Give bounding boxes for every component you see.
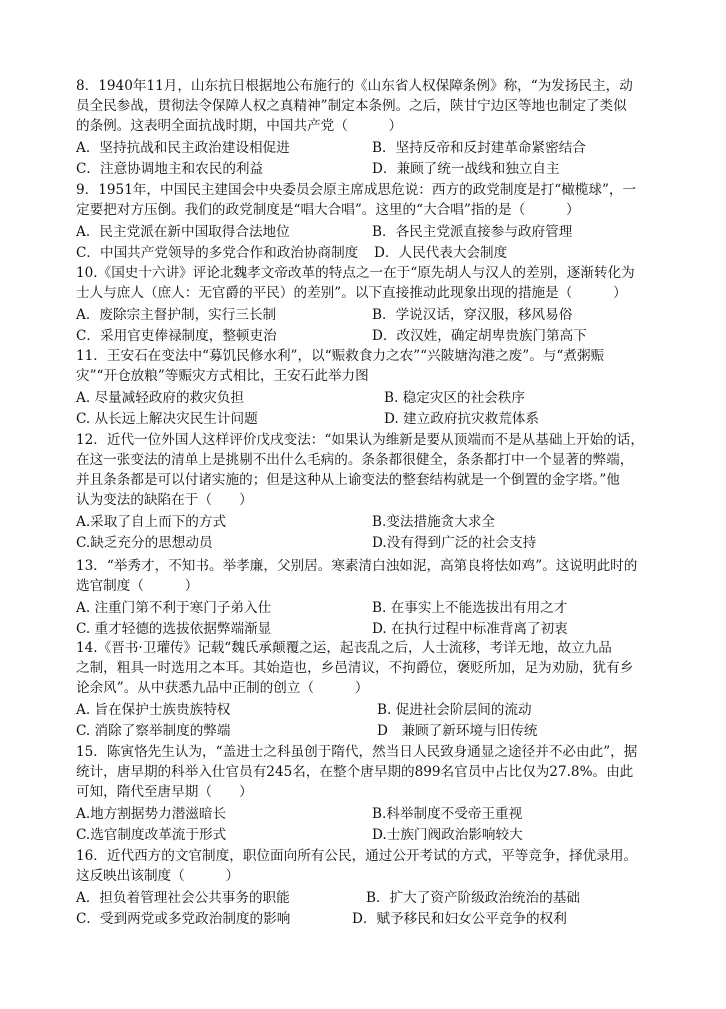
question-9-option-b: B．各民主党派直接参与政府管理 bbox=[372, 224, 573, 240]
question-15-option-c: C.选官制度改革流于形式 bbox=[76, 827, 227, 843]
question-12-option-d: D.没有得到广泛的社会支持 bbox=[372, 535, 537, 551]
question-14-option-d: D 兼顾了新环境与旧传统 bbox=[377, 723, 538, 739]
question-9-option-d: D．人民代表大会制度 bbox=[374, 245, 508, 261]
question-10-option-b: B．学说汉话，穿汉服，移风易俗 bbox=[372, 307, 573, 323]
question-12-line-2: 在这一张变法的清单上是挑剔不出什么毛病的。条条都很健全，条条都打中一个显著的弊端， bbox=[76, 452, 634, 468]
question-16-option-a: A．担负着管理社会公共事务的职能 bbox=[76, 890, 290, 906]
question-11-option-c: C. 从长远上解决灾民生计问题 bbox=[76, 411, 258, 427]
question-12-line-3: 并且条条都是可以付诸实施的；但是这种从上谕变法的整套结构就是一个倒置的金字塔。”他 bbox=[76, 472, 620, 488]
question-14-line-3: 论余风”。从中获悉九品中正制的创立（ ） bbox=[76, 680, 369, 696]
question-15-line-1: 15．陈寅恪先生认为，“盖进士之科虽创于隋代，然当日人民致身通显之途径并不必由此”，据 bbox=[76, 744, 638, 760]
question-11-option-a: A. 尽量减轻政府的救灾负担 bbox=[76, 390, 244, 406]
question-15-option-a: A.地方割据势力潜滋暗长 bbox=[76, 806, 227, 822]
question-8-line-2: 员全民参战，贯彻法令保障人权之真精神”制定本条例。之后，陕甘宁边区等地也制定了类似 bbox=[76, 98, 627, 114]
question-15-line-2: 统计，唐早期的科举入仕官员有245名，在整个唐早期的899名官员中占比仅为27.8%。由此 bbox=[76, 764, 634, 780]
question-14-line-1: 14.《晋书·卫瓘传》记载“魏氏承颠覆之运，起丧乱之后，人士流移，考详无地，故立九品 bbox=[76, 640, 612, 656]
question-14-option-a: A. 旨在保护士族贵族特权 bbox=[76, 702, 231, 718]
question-16-option-c: C．受到两党或多党政治制度的影响 bbox=[76, 911, 291, 927]
question-8-line-1: 8．1940年11月，山东抗日根据地公布施行的《山东省人权保障条例》称，“为发扬民主，动 bbox=[76, 78, 633, 94]
question-13-option-a: A. 注重门第不利于寒门子弟入仕 bbox=[76, 600, 272, 616]
question-9-line-1: 9．1951年，中国民主建国会中央委员会原主席成思危说：西方的政党制度是打“橄榄球”，一 bbox=[76, 182, 637, 198]
question-13-line-1: 13．“举秀才，不知书。举孝廉，父别居。寒素清白浊如泥，高第良将怯如鸡”。这说明此时的 bbox=[76, 558, 638, 574]
question-8-option-a: A．坚持抗战和民主政治建设相促进 bbox=[76, 140, 290, 156]
question-10-option-c: C．采用官吏俸禄制度，整顿吏治 bbox=[76, 328, 277, 344]
question-15-option-b: B.科举制度不受帝王重视 bbox=[372, 806, 523, 822]
question-10-option-a: A．废除宗主督护制，实行三长制 bbox=[76, 307, 277, 323]
question-12-option-a: A.采取了自上而下的方式 bbox=[76, 514, 227, 530]
question-11-option-b: B. 稳定灾区的社会秩序 bbox=[384, 390, 525, 406]
question-10-line-2: 士人与庶人（庶人：无官爵的平民）的差别”。以下直接推动此现象出现的措施是（ ） bbox=[76, 285, 627, 301]
question-9-line-2: 定要把对方压倒。我们的政党制度是“唱大合唱”。这里的“大合唱”指的是（ ） bbox=[76, 202, 580, 218]
question-8-option-d: D．兼顾了统一战线和独立自主 bbox=[372, 161, 560, 177]
question-15-line-3: 可知，隋代至唐早期（ ） bbox=[76, 784, 253, 800]
question-13-option-b: B. 在事实上不能选拔出有用之才 bbox=[372, 600, 568, 616]
question-15-option-d: D.士族门阀政治影响较大 bbox=[372, 827, 523, 843]
question-13-option-c: C. 重才轻德的选拔依据弊端渐显 bbox=[76, 621, 272, 637]
question-12-option-c: C.缺乏充分的思想动员 bbox=[76, 535, 213, 551]
question-8-option-c: C．注意协调地主和农民的利益 bbox=[76, 161, 264, 177]
question-9-option-a: A．民主党派在新中国取得合法地位 bbox=[76, 224, 290, 240]
question-16-line-2: 这反映出该制度（ ） bbox=[76, 868, 240, 884]
question-11-line-2: 灾”“开仓放粮”等赈灾方式相比，王安石此举力图 bbox=[76, 368, 369, 384]
question-14-option-c: C. 消除了察举制度的弊端 bbox=[76, 723, 231, 739]
question-10-option-d: D．改汉姓，确定胡卑贵族门第高下 bbox=[372, 328, 587, 344]
question-16-option-d: D．赋予移民和妇女公平竞争的权利 bbox=[352, 911, 567, 927]
question-16-line-1: 16．近代西方的文官制度，职位面向所有公民，通过公开考试的方式，平等竞争，择优录用。 bbox=[76, 848, 638, 864]
question-13-option-d: D. 在执行过程中标准背离了初衷 bbox=[372, 621, 568, 637]
question-14-line-2: 之制，粗具一时选用之本耳。其始造也，乡邑清议，不拘爵位，褒贬所加，足为劝励，犹有乡 bbox=[76, 660, 634, 676]
question-11-line-1: 11．王安石在变法中“募饥民修水利”，以“赈救食力之农”“兴陂塘沟港之废”。与“煮粥赈 bbox=[76, 348, 605, 364]
question-14-option-b: B. 促进社会阶层间的流动 bbox=[377, 702, 532, 718]
question-12-line-1: 12．近代一位外国人这样评价戊戌变法：“如果认为维新是要从顶端而不是从基础上开始的话， bbox=[76, 432, 644, 448]
question-13-line-2: 选官制度（ ） bbox=[76, 578, 199, 594]
question-16-option-b: B．扩大了资产阶级政治统治的基础 bbox=[366, 890, 580, 906]
question-11-option-d: D. 建立政府抗灾救荒体系 bbox=[384, 411, 539, 427]
question-8-line-3: 的条例。这表明全面抗战时期，中国共产党（ ） bbox=[76, 118, 403, 134]
question-12-option-b: B.变法措施贪大求全 bbox=[372, 514, 496, 530]
question-10-line-1: 10.《国史十六讲》评论北魏孝文帝改革的特点之一在于“原先胡人与汉人的差别，逐渐转化为 bbox=[76, 265, 635, 281]
question-9-option-c: C．中国共产党领导的多党合作和政治协商制度 bbox=[76, 245, 359, 261]
question-8-option-b: B．坚持反帝和反封建革命紧密结合 bbox=[372, 140, 586, 156]
question-12-line-4: 认为变法的缺陷在于（ ） bbox=[76, 492, 253, 508]
